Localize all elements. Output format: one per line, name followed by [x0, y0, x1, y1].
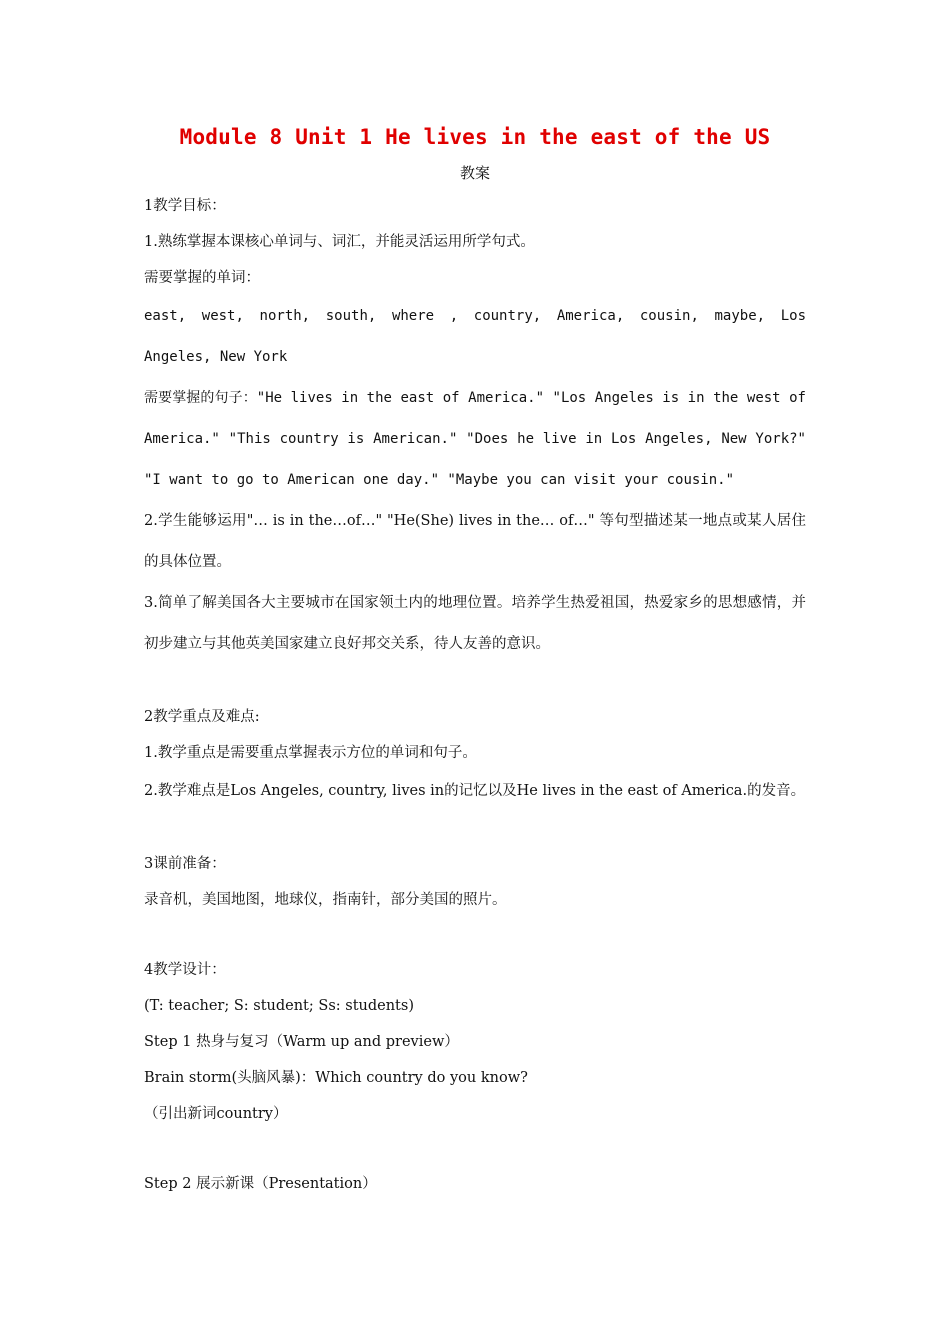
words-list: east, west, north, south, where , country, America, cousin, maybe, Los Angeles, New York: [144, 308, 806, 365]
brain-storm: Brain storm(头脑风暴)：Which country do you know?: [144, 1070, 528, 1086]
section-2-heading: 2教学重点及难点:: [144, 709, 260, 725]
preparation-materials: 录音机，美国地图，地球仪，指南针，部分美国的照片。: [144, 892, 507, 908]
step-2-heading: Step 2 展示新课（Presentation）: [144, 1176, 377, 1192]
section-gap: [144, 918, 806, 952]
document-body: [144, 122, 806, 1202]
objective-1: 1.熟练掌握本课核心单词与、词汇，并能灵活运用所学句式。: [144, 234, 535, 250]
new-word-note: （引出新词country）: [144, 1106, 288, 1122]
key-point: 1.教学重点是需要重点掌握表示方位的单词和句子。: [144, 745, 477, 761]
sentences-list: 需要掌握的句子："He lives in the east of America." "Los Angeles is in the west of America." "This country is American." "Does he live in Los Angeles, New York?" "I want to go to American one day." "Maybe you can visit your cousin.": [144, 390, 806, 488]
document-subtitle: 教案: [459, 164, 490, 182]
step-1-heading: Step 1 热身与复习（Warm up and preview）: [144, 1034, 459, 1050]
section-gap: [144, 812, 806, 846]
difficult-point: 2.教学难点是Los Angeles, country, lives in的记忆以及He lives in the east of America.的发音。: [144, 783, 806, 799]
section-gap: [144, 1132, 806, 1166]
words-label: 需要掌握的单词：: [144, 270, 260, 286]
objective-2: 2.学生能够运用"… is in the…of…" "He(She) lives in the… of…" 等句型描述某一地点或某人居住的具体位置。: [144, 513, 806, 570]
document-title: Module 8 Unit 1 He lives in the east of the US: [179, 125, 771, 149]
section-3-heading: 3课前准备：: [144, 856, 226, 872]
abbreviation-note: (T: teacher; S: student; Ss: students): [144, 998, 414, 1014]
section-4-heading: 4教学设计：: [144, 962, 226, 978]
objective-3: 3.简单了解美国各大主要城市在国家领土内的地理位置。培养学生热爱祖国，热爱家乡的思想感情，并初步建立与其他英美国家建立良好邦交关系，待人友善的意识。: [144, 595, 806, 652]
section-1-heading: 1教学目标：: [144, 198, 226, 214]
section-gap: [144, 665, 806, 699]
